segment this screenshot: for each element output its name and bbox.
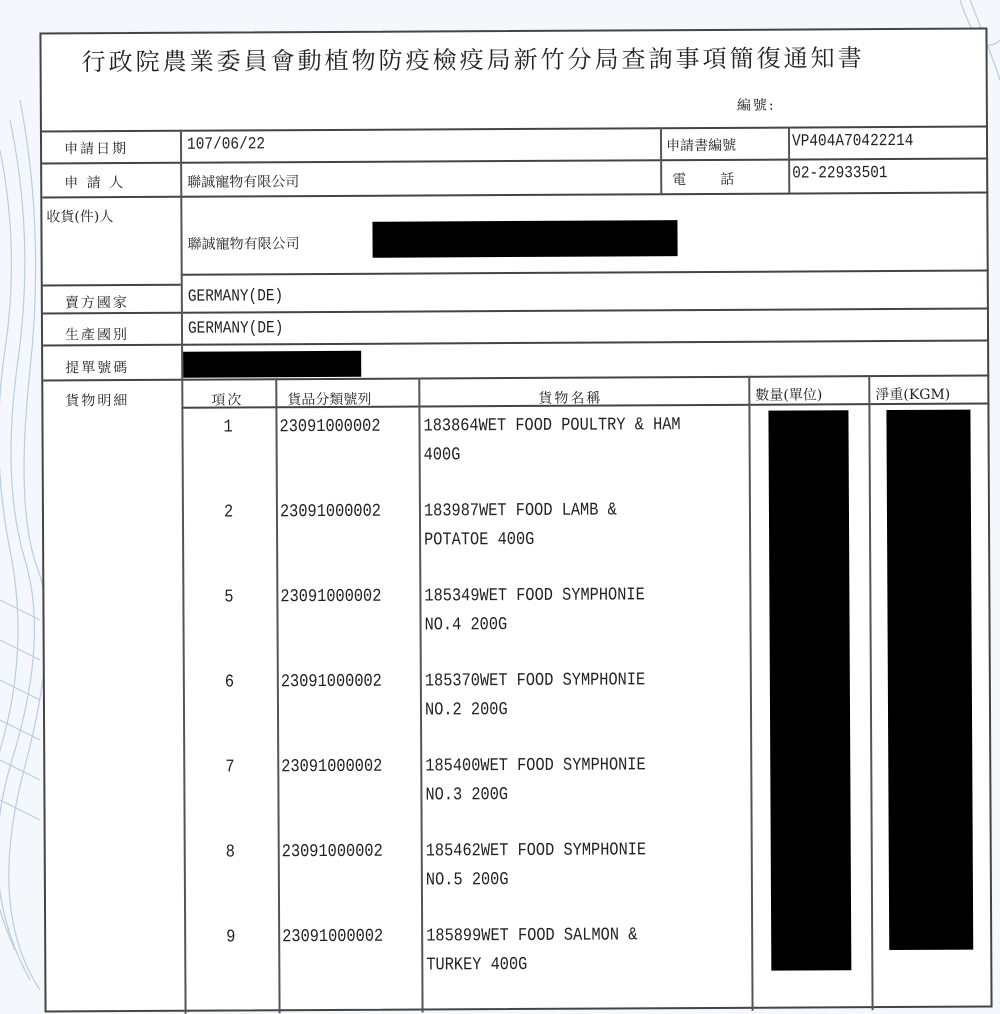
row-goods-name: 185899WET FOOD SALMON & (426, 925, 638, 947)
header-item: 項次 (211, 392, 244, 409)
row-goods-name: 183987WET FOOD LAMB & (423, 500, 617, 522)
origin-country-value: GERMANY(DE) (187, 319, 284, 339)
consignee-value: 聯誠寵物有限公司 (187, 236, 300, 253)
row-classification-code: 23091000002 (281, 756, 383, 778)
seller-country-value: GERMANY(DE) (187, 287, 284, 307)
row-item-number: 6 (224, 672, 235, 693)
row-classification-code: 23091000002 (281, 841, 383, 863)
row-classification-code: 23091000002 (280, 586, 382, 608)
row-goods-name-continued: TURKEY 400G (426, 954, 528, 976)
row-goods-name: 185349WET FOOD SYMPHONIE (424, 585, 645, 607)
redacted-bill-no (183, 351, 361, 378)
header-weight: 淨重(KGM) (875, 386, 951, 404)
row-goods-name: 185400WET FOOD SYMPHONIE (425, 755, 646, 777)
row-goods-name: 185462WET FOOD SYMPHONIE (425, 840, 647, 862)
seller-country-label: 賣方國家 (64, 295, 129, 312)
row-item-number: 9 (226, 927, 236, 948)
form-no-label: 申請書編號 (666, 137, 737, 155)
row-item-number: 1 (223, 417, 233, 438)
apply-date-value: 107/06/22 (186, 135, 266, 155)
row-goods-name-continued: 400G (423, 445, 461, 466)
bill-no-label: 提單號碼 (65, 360, 130, 377)
number-label: 編號: (736, 97, 776, 114)
row-classification-code: 23091000002 (279, 501, 382, 523)
redacted-weight-column (886, 410, 973, 950)
row-classification-code: 23091000002 (280, 671, 382, 693)
row-classification-code: 23091000002 (279, 416, 381, 438)
row-goods-name-continued: NO.2 200G (424, 700, 508, 721)
redacted-address (372, 220, 677, 258)
row-item-number: 5 (224, 587, 234, 608)
origin-country-label: 生產國別 (64, 327, 130, 344)
row-goods-name-continued: POTATOE 400G (424, 529, 535, 551)
phone-label: 電 話 (672, 171, 737, 189)
row-item-number: 7 (225, 757, 235, 778)
form-no-value: VP404A70422214 (791, 131, 914, 152)
notice-document (39, 28, 992, 1013)
row-goods-name: 183864WET FOOD POULTRY & HAM (423, 415, 681, 437)
row-goods-name-continued: NO.3 200G (425, 785, 509, 806)
row-goods-name-continued: NO.5 200G (425, 870, 509, 891)
applicant-label: 申 請 人 (64, 175, 126, 192)
redacted-quantity-column (768, 410, 851, 970)
row-goods-name-continued: NO.4 200G (424, 615, 508, 636)
header-quantity: 數量(單位) (755, 387, 823, 404)
header-name: 貨物名稱 (538, 390, 603, 407)
row-item-number: 2 (223, 502, 234, 523)
document-title: 行政院農業委員會動植物防疫檢疫局新竹分局查詢事項簡復通知書 (81, 44, 865, 77)
row-classification-code: 23091000002 (282, 926, 384, 948)
consignee-label: 收貨(件)人 (46, 209, 114, 226)
phone-value: 02-22933501 (792, 164, 888, 184)
header-code: 貨品分類號列 (287, 391, 372, 409)
row-item-number: 8 (225, 842, 235, 863)
apply-date-label: 申請日期 (64, 141, 129, 158)
applicant-value: 聯誠寵物有限公司 (187, 174, 300, 191)
goods-label: 貨物明細 (65, 393, 130, 410)
row-goods-name: 185370WET FOOD SYMPHONIE (424, 670, 646, 692)
